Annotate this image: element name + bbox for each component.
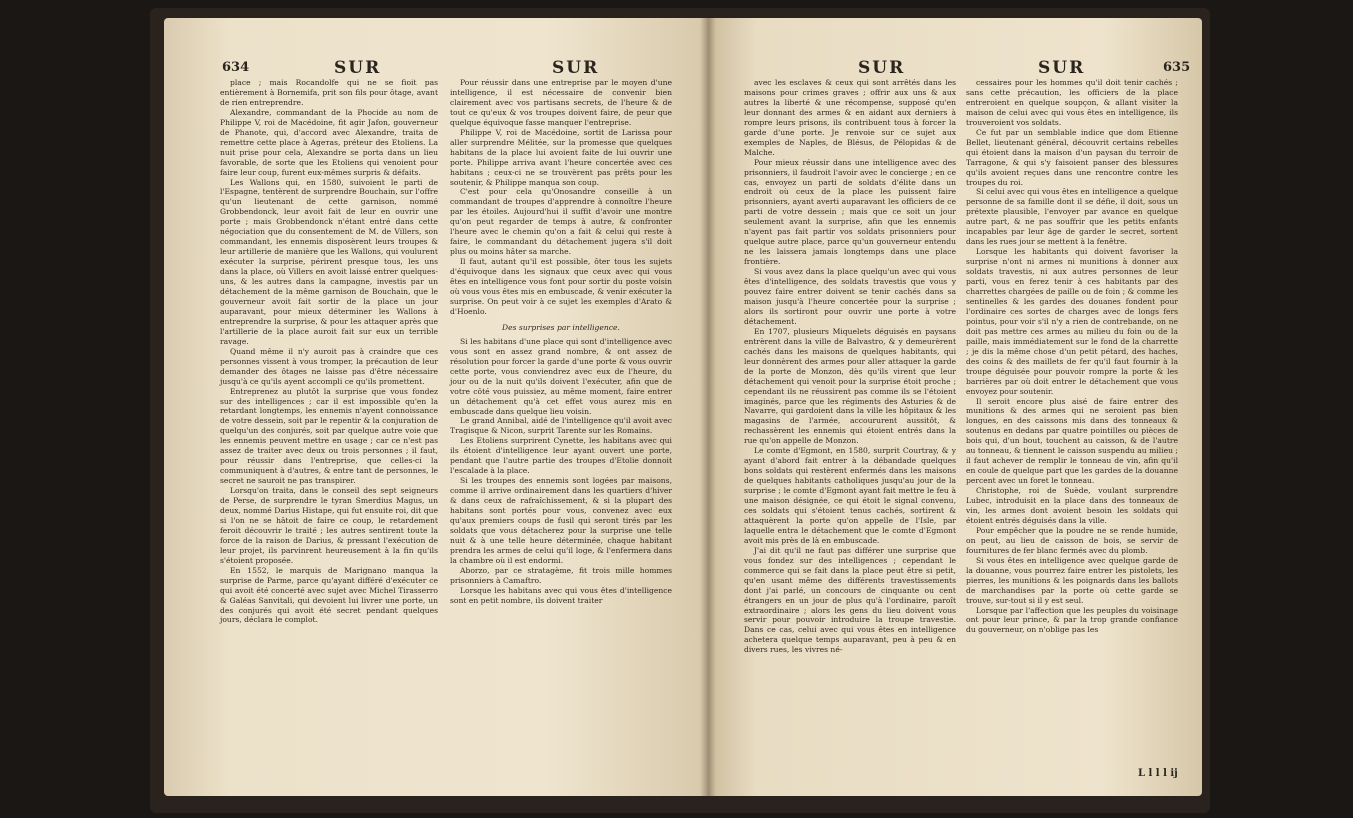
left-column-2 <box>450 78 672 606</box>
signature-mark: L l l l ij <box>1138 768 1178 779</box>
paragraph: Il faut, autant qu'il est possible, ôter tous les sujets d'équivoque dans les signaux que ceux avec qui vous êtes en intelligence vous font pour sortir du poste voisin où vous vous êtes mis en embuscade, & venir exécuter la surprise. On peut voir à ce sujet les exemples d'Arato & d'Hoenlo. <box>450 257 672 316</box>
paragraph: Pour réussir dans une entreprise par le moyen d'une intelligence, il est nécessaire de convenir bien clairement avec vos partisans secrets, de l'heure & de tout ce qu'eux & vos troupes doivent faire, de peur que quelque équivoque fasse manquer l'entreprise. <box>450 78 672 127</box>
paragraph: Il seroit encore plus aisé de faire entrer des munitions & des armes qui ne seroient pas bien longues, en des caissons mis dans des tonneaux & soutenus en dedans par quatre pointilles ou pièces de bois qui, d'un bout, touchent au caisson, & de l'autre au tonneau, & tiennent le caisson suspendu au milieu ; il faut achever de remplir le tonneau de vin, afin qu'il en coule de quelque part que les gardes de la douanne percent avec un foret le tonneau. <box>966 396 1178 486</box>
paragraph: Lorsque par l'affection que les peuples du voisinage ont pour leur prince, & par la trop grande confiance du gouverneur, on n'oblige pas les <box>966 605 1178 635</box>
paragraph: Si celui avec qui vous êtes en intelligence a quelque personne de sa famille dont il se défie, il doit, sous un prétexte plausible, l'envoyer par avance en quelque autre part, & ne pas souffrir que les petits enfants incapables par leur âge de garder le secret, sortent dans les rues jour se mettent à la fenêtre. <box>966 187 1178 247</box>
right-column-1 <box>744 78 956 655</box>
right-page <box>708 18 1202 796</box>
paragraph: J'ai dit qu'il ne faut pas différer une surprise que vous fondez sur des intelligences ; cependant le commerce qui se fait dans la place peut être si petit, qu'en usant même des différents travestissements dont j'ai parlé, un concours de cinquante ou cent étrangers en un jour de plus qu'à l'ordinaire, paroît extraordinaire ; alors les gens du lieu doivent vous servir pour pouvoir introduire la troupe travestie. Dans ce cas, celui avec qui vous êtes en intelligence achetera quelque temps auparavant, peu à peu & en divers rues, les vivres né- <box>744 545 956 655</box>
paragraph: Si vous êtes en intelligence avec quelque garde de la douanne, vous pourrez faire entrer les pistolets, les pierres, les munitions & les poignards dans les ballots de marchandises par la porte où cette garde se trouve, sur-tout si il y est seul. <box>966 555 1178 605</box>
left-page <box>164 18 708 796</box>
paragraph: En 1707, plusieurs Miquelets déguisés en paysans entrèrent dans la ville de Balvastro, & y demeurèrent cachés dans les maisons de quelques habitants, qui leur donnèrent des armes pour aller attaquer la garde de la porte de Monzon, dès qu'ils virent que leur détachement qui venoit pour la surprise étoit proche ; cependant ils ne réussirent pas comme ils se l'étoient imaginés, parce que les régiments des Asturies & de Navarre, qui gardoient dans la ville les hôpitaux & les magasins de l'armée, accoururent aussitôt, & rechassèrent les ennemis qui étoient entrés dans la rue qu'on appelle de Monzon. <box>744 326 956 446</box>
paragraph: Si les habitans d'une place qui sont d'intelligence avec vous sont en assez grand nombre, & ont assez de résolution pour forcer la garde d'une porte & vous ouvrir cette porte, vous conviendrez avec eux de l'heure, du jour ou de la nuit qu'ils doivent l'exécuter, afin que de votre côté vous puissiez, au même moment, faire entrer un détachement qu'à cet effet vous aurez mis en embuscade dans quelque lieu voisin. <box>450 336 672 416</box>
page-number-left: 634 <box>222 60 250 75</box>
paragraph: Entreprenez au plutôt la surprise que vous fondez sur des intelligences ; car il est impossible qu'en la retardant longtemps, les ennemis n'ayent connoissance de votre dessein, soit par le repentir & la conjuration de quelqu'un des conjurés, soit par quelque autre voie que les ennemis peuvent mettre en usage ; car ce n'est pas assez de traiter avec deux ou trois personnes ; il faut, pour réussir dans l'entreprise, que celles-ci la communiquent à d'autres, & entre tant de personnes, le secret ne sauroit ne pas transpirer. <box>220 386 438 486</box>
paragraph: Christophe, roi de Suède, voulant surprendre Lubec, introduisit en la place dans des tonneaux de vin, les armes dont avoient besoin les soldats qui étoient entrés déguisés dans la ville. <box>966 486 1178 525</box>
right-column-2 <box>966 78 1178 635</box>
paragraph: Lorsque les habitants qui doivent favoriser la surprise n'ont ni armes ni munitions à donner aux soldats travestis, ni aux autres personnes de leur parti, vous en ferez tenir à ces habitants par des charrettes chargées de paille ou de foin ; & comme les sentinelles & les gardes des douanes fondent pour l'ordinaire ces sortes de charges avec de longs fers pointus, pour voir s'il n'y a rien de contrebande, on ne doit pas mettre ces armes au milieu du foin ou de la paille, mais immédiatement sur le fond de la charrette ; je dis la même chose d'un petit pétard, des haches, des coins & des maillets de fer qu'il faut fournir à la troupe déguisée pour pouvoir rompre la porte & les barrières par où doit entrer le détachement que vous envoyez pour soutenir. <box>966 247 1178 396</box>
paragraph: Alexandre, commandant de la Phocide au nom de Philippe V, roi de Macédoine, fit agir Jafon, gouverneur de Phanote, qui, d'accord avec Alexandre, traita de remettre cette place à Ageтas, préteur des Etoliens. La nuit prise pour cela, Alexandre se porta dans un lieu favorable, de sorte que les Etoliens qui venoient pour faire leur coup, furent eux-mêmes surpris & défaits. <box>220 107 438 177</box>
paragraph: Les Etoliens surprirent Cynette, les habitans avec qui ils étoient d'intelligence leur ayant ouvert une porte, pendant que l'autre partie des troupes d'Etolie donnoit l'escalade à la place. <box>450 436 672 476</box>
paragraph: Si les troupes des ennemis sont logées par maisons, comme il arrive ordinairement dans les quartiers d'hiver & dans ceux de rafraîchissement, & si la plupart des habitans sont portés pour vous, convenez avec eux qu'aux premiers coups de fusil qui seront tirés par les soldats que vous détacherez pour la surprise une telle nuit & à une telle heure déterminée, chaque habitant prendra les armes de celui qu'il loge, & l'enfermera dans la chambre où il est endormi. <box>450 476 672 565</box>
section-subtitle: Des surprises par intelligence. <box>502 322 620 332</box>
left-column-1 <box>220 78 438 625</box>
paragraph: Quand même il n'y auroit pas à craindre que ces personnes vissent à vous tromper, la précaution de leur demander des ôtages ne laisse pas d'être nécessaire jusqu'à ce qu'ils ayent accompli ce qu'ils promettent. <box>220 346 438 386</box>
paragraph: Pour empêcher que la poudre ne se rende humide, on peut, au lieu de caisson de bois, se servir de fournitures de fer blanc fermés avec du plomb. <box>966 525 1178 555</box>
paragraph: Philippe V, roi de Macédoine, sortit de Larissa pour aller surprendre Mélitée, sur la promesse que quelques habitans de la place lui avoient faite de lui ouvrir une porte. Philippe arriva avant l'heure concertée avec ces habitans ; ceux-ci ne se trouvèrent pas prêts pour les soutenir, & Philippe manqua son coup. <box>450 127 672 187</box>
paragraph: place ; mais Rocandolfe qui ne se fioit pas entièrement à Bornemifa, prit son fils pour ôtage, avant de rien entreprendre. <box>220 78 438 107</box>
paragraph: Lorsqu'on traita, dans le conseil des sept seigneurs de Perse, de surprendre le tyran Smerdius Magus, un deux, nommé Darius Histape, qui fut ensuite roi, dit que si l'on ne se hâtoit de faire ce coup, le retardement feroit découvrir le traité ; les autres sentirent toute la force de la raison de Darius, & pressant l'exécution de leur projet, ils parvinrent heureusement à la fin qu'ils s'étoient proposée. <box>220 486 438 565</box>
running-head-right-col2: SUR <box>1038 58 1086 78</box>
paragraph: Lorsque les habitans avec qui vous êtes d'intelligence sont en petit nombre, ils doivent traiter <box>450 585 672 605</box>
paragraph: Les Wallons qui, en 1580, suivoient le parti de l'Espagne, tentèrent de surprendre Bouchain, sur l'offre qu'un lieutenant de cette garnison, nommé Grobbendonck, leur avoit fait de leur en ouvrir une porte ; mais Grobbendonck n'étant entré dans cette négociation que du consentement de M. de Villers, son commandant, les ennemis disposèrent leurs troupes & leur artillerie de manière que les Wallons, qui voulurent exécuter la surprise, périrent presque tous, les uns dans la place, où Villers en avoit laissé entrer quelques-uns, & les autres dans la campagne, investis par un détachement de la même garnison de Bouchain, que le gouverneur avoit fait sortir de la place un jour auparavant, pour mieux déterminer les Wallons à entreprendre la surprise, & pour les attaquer après que l'artillerie de la place auroit fait sur eux un terrible ravage. <box>220 177 438 346</box>
paragraph: Pour mieux réussir dans une intelligence avec des prisonniers, il faudroit l'avoir avec le concierge ; en ce cas, envoyez un parti de soldats d'élite dans un endroit où ceux de la place les puissent faire prisonniers, ayant averti auparavant les officiers de ce parti de votre dessein ; mais que ce soit un jour seulement avant la surprise, afin que les ennemis n'ayent pas fait partir vos soldats prisonniers pour quelque autre place, parce qu'un gouverneur entendu ne les laissera jamais longtemps dans une place frontière. <box>744 157 956 267</box>
paragraph: Ce fut par un semblable indice que dom Etienne Bellet, lieutenant général, découvrit certains rebelles qui étoient dans la maison d'un paysan du terroir de Tarragone, & qui s'y faisoient panser des blessures qu'ils avoient reçues dans une rencontre contre les troupes du roi. <box>966 127 1178 187</box>
paragraph: C'est pour cela qu'Onosandre conseille à un commandant de troupes d'apprendre à connoître l'heure par les étoiles. Aujourd'hui il suffit d'avoir une montre qu'on peut regarder de temps à autre, & confronter l'heure avec le chemin qu'on a fait & celui qui reste à faire, le commandant du détachement jugera s'il doit plus ou moins hâter sa marche. <box>450 187 672 257</box>
book-gutter <box>700 18 716 796</box>
running-head-left: SUR <box>334 58 382 78</box>
paragraph: cessaires pour les hommes qu'il doit tenir cachés ; sans cette précaution, les officiers de la place entreroient en quelque soupçon, & allant visiter la maison de celui avec qui vous êtes en intelligence, ils trouveroient vos soldats. <box>966 78 1178 127</box>
page-number-right: 635 <box>1163 60 1191 75</box>
paragraph: Le comte d'Egmont, en 1580, surprit Courtray, & y ayant d'abord fait entrer à la débandade quelques bons soldats qui restèrent enfermés dans les maisons de quelques habitants catholiques jusqu'au jour de la surprise ; le comte d'Egmont ayant fait mettre le feu à une maison désignée, ce qui étoit le signal convenu, ces soldats qui s'étoient tenus cachés, sortirent & attaquèrent la porte qu'on appelle de l'Isle, par laquelle entra le détachement que le comte d'Egmont avoit mis près de là en embuscade. <box>744 446 956 545</box>
paragraph: Si vous avez dans la place quelqu'un avec qui vous êtes d'intelligence, des soldats travestis que vous y pouvez faire entrer doivent se tenir cachés dans sa maison jusqu'à l'heure concertée pour la surprise ; alors ils sortiront pour ouvrir une porte à votre détachement. <box>744 267 956 326</box>
paragraph: En 1552, le marquis de Marignano manqua la surprise de Parme, parce qu'ayant différé d'exécuter ce qui avoit été concerté avec sujet avec Michel Tirasserro & Galéas Sanvitali, qui devoient lui livrer une porte, un des conjurés qui avoit été secret pendant quelques jours, déclara le complot. <box>220 565 438 625</box>
paragraph: avec les esclaves & ceux qui sont arrêtés dans les maisons pour crimes graves ; offrir aux uns & aux autres la liberté & une récompense, supposé qu'en leur donnant des armes & en aidant aux derniers à rompre leurs prisons, ils contribuent tous à forcer la garde d'une porte. Je renvoie sur ce sujet aux exemples de Naples, de Blésus, de Pélopidas & de Malche. <box>744 78 956 157</box>
running-head-right: SUR <box>858 58 906 78</box>
paragraph: Aborzo, par ce stratagème, fit trois mille hommes prisonniers à Camaftro. <box>450 565 672 585</box>
paragraph: Le grand Annibal, aidé de l'intelligence qu'il avoit avec Tragisque & Nicon, surprit Tarente sur les Romains. <box>450 416 672 436</box>
running-head-left-col2: SUR <box>552 58 600 78</box>
